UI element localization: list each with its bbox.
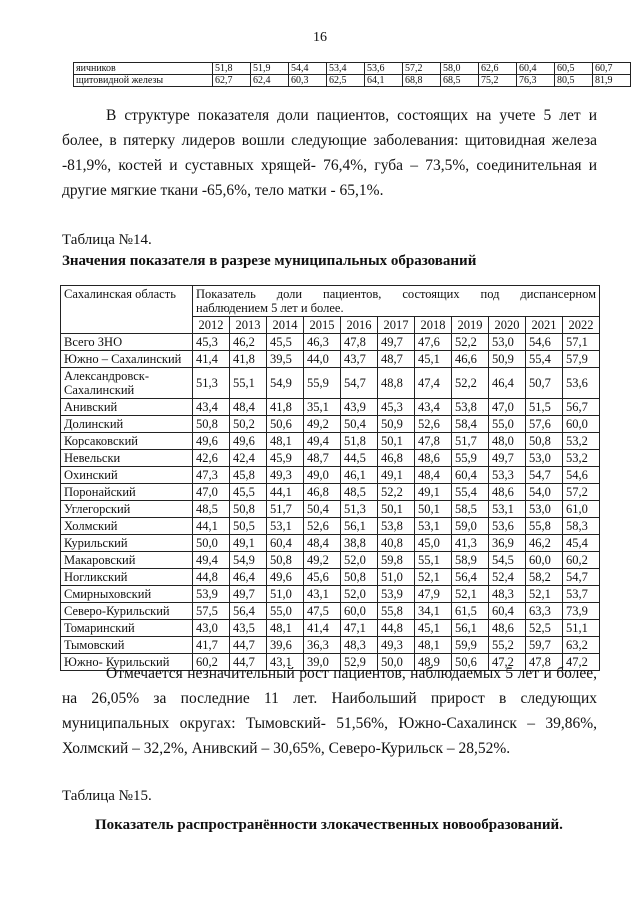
cell-value: 44,7 [230, 654, 267, 671]
cell-value: 49,1 [230, 535, 267, 552]
region-name: Тымовский [61, 637, 193, 654]
cell-value: 54,4 [289, 63, 327, 75]
cell-value: 45,9 [267, 450, 304, 467]
year-header: 2022 [563, 317, 600, 334]
cell-value: 51,1 [563, 620, 600, 637]
cell-value: 47,8 [415, 433, 452, 450]
cell-value: 54,0 [526, 484, 563, 501]
cell-value: 50,9 [489, 351, 526, 368]
cell-value: 53,1 [489, 501, 526, 518]
cell-value: 55,1 [230, 368, 267, 399]
region-name: Долинский [61, 416, 193, 433]
cell-value: 52,1 [415, 569, 452, 586]
cell-value: 39,6 [267, 637, 304, 654]
cell-value: 52,6 [415, 416, 452, 433]
year-header: 2018 [415, 317, 452, 334]
cell-value: 60,4 [452, 467, 489, 484]
cell-value: 40,8 [378, 535, 415, 552]
table-header-row [61, 286, 600, 317]
cell-value: 49,7 [378, 334, 415, 351]
cell-value: 49,6 [230, 433, 267, 450]
table-row [61, 368, 600, 399]
year-header: 2012 [193, 317, 230, 334]
region-name: Александровск-Сахалинский [61, 368, 193, 399]
cell-value: 53,6 [365, 63, 403, 75]
year-header: 2015 [304, 317, 341, 334]
cell-value: 60,3 [289, 75, 327, 87]
cell-value: 53,2 [563, 433, 600, 450]
cell-value: 46,4 [489, 368, 526, 399]
cell-value: 52,2 [378, 484, 415, 501]
year-header: 2014 [267, 317, 304, 334]
cell-value: 48,9 [415, 654, 452, 671]
cell-value: 36,3 [304, 637, 341, 654]
cell-value: 60,2 [193, 654, 230, 671]
cell-value: 50,8 [341, 569, 378, 586]
table-14-caption: Таблица №14. [62, 232, 152, 248]
cell-value: 47,4 [415, 368, 452, 399]
cell-value: 48,6 [489, 620, 526, 637]
cell-value: 55,4 [452, 484, 489, 501]
cell-value: 48,8 [378, 368, 415, 399]
cell-value: 64,1 [365, 75, 403, 87]
cell-value: 53,9 [378, 586, 415, 603]
cell-value: 50,6 [267, 416, 304, 433]
cell-value: 81,9 [593, 75, 631, 87]
cell-value: 62,4 [251, 75, 289, 87]
cell-value: 50,6 [452, 654, 489, 671]
cell-value: 53,3 [489, 467, 526, 484]
cell-value: 43,1 [267, 654, 304, 671]
cell-value: 47,8 [526, 654, 563, 671]
cell-value: 46,2 [230, 334, 267, 351]
cell-value: 45,3 [378, 399, 415, 416]
cell-value: 48,0 [489, 433, 526, 450]
cell-value: 60,5 [555, 63, 593, 75]
table-row [61, 518, 600, 535]
table-row [61, 399, 600, 416]
region-name: Северо-Курильский [61, 603, 193, 620]
cell-value: 51,8 [341, 433, 378, 450]
cell-value: 39,0 [304, 654, 341, 671]
cell-value: 51,9 [251, 63, 289, 75]
cell-value: 48,4 [304, 535, 341, 552]
cell-value: 57,9 [563, 351, 600, 368]
cell-value: 46,8 [378, 450, 415, 467]
table-row [61, 334, 600, 351]
cell-value: 57,1 [563, 334, 600, 351]
cell-value: 53,0 [526, 501, 563, 518]
cell-value: 54,6 [563, 467, 600, 484]
region-name: Курильский [61, 535, 193, 552]
cell-value: 60,4 [517, 63, 555, 75]
cell-value: 54,5 [489, 552, 526, 569]
cell-value: 63,3 [526, 603, 563, 620]
cell-value: 61,5 [452, 603, 489, 620]
cell-value: 50,0 [193, 535, 230, 552]
cell-value: 35,1 [304, 399, 341, 416]
table-row [74, 63, 631, 75]
cell-value: 45,5 [230, 484, 267, 501]
cell-value: 49,2 [304, 552, 341, 569]
cell-value: 63,2 [563, 637, 600, 654]
cell-value: 58,4 [452, 416, 489, 433]
year-header: 2021 [526, 317, 563, 334]
region-name: Томаринский [61, 620, 193, 637]
cell-value: 48,1 [415, 637, 452, 654]
cell-value: 49,6 [193, 433, 230, 450]
cell-value: 47,3 [193, 467, 230, 484]
cell-value: 58,0 [441, 63, 479, 75]
cell-value: 48,4 [415, 467, 452, 484]
cell-value: 58,9 [452, 552, 489, 569]
table-row [61, 450, 600, 467]
cell-value: 49,4 [193, 552, 230, 569]
cell-value: 44,8 [193, 569, 230, 586]
cell-value: 43,5 [230, 620, 267, 637]
cell-value: 48,6 [489, 484, 526, 501]
cell-value: 57,2 [403, 63, 441, 75]
cell-value: 53,2 [563, 450, 600, 467]
cell-value: 48,3 [341, 637, 378, 654]
cell-value: 52,0 [341, 552, 378, 569]
cell-value: 47,9 [415, 586, 452, 603]
cell-value: 53,6 [563, 368, 600, 399]
region-name: Макаровский [61, 552, 193, 569]
cell-value: 55,1 [415, 552, 452, 569]
cell-value: 56,1 [452, 620, 489, 637]
cell-value: 49,6 [267, 569, 304, 586]
cell-value: 45,4 [563, 535, 600, 552]
cell-value: 42,4 [230, 450, 267, 467]
cell-value: 52,4 [489, 569, 526, 586]
cell-value: 50,1 [378, 501, 415, 518]
cell-value: 51,3 [193, 368, 230, 399]
cell-value: 62,5 [327, 75, 365, 87]
cell-value: 51,7 [452, 433, 489, 450]
table-row [61, 535, 600, 552]
cell-value: 51,5 [526, 399, 563, 416]
region-name: Всего ЗНО [61, 334, 193, 351]
cell-value: 55,0 [267, 603, 304, 620]
cell-value: 47,0 [193, 484, 230, 501]
year-header: 2019 [452, 317, 489, 334]
cell-value: 50,7 [526, 368, 563, 399]
cell-value: 62,6 [479, 63, 517, 75]
cell-value: 49,2 [304, 416, 341, 433]
cell-value: 46,4 [230, 569, 267, 586]
cell-value: 58,2 [526, 569, 563, 586]
cell-value: 46,8 [304, 484, 341, 501]
cell-value: 50,2 [230, 416, 267, 433]
cell-value: 34,1 [415, 603, 452, 620]
cell-value: 53,1 [267, 518, 304, 535]
region-name: Углегорский [61, 501, 193, 518]
continued-table [73, 62, 631, 87]
table-row [61, 484, 600, 501]
cell-value: 49,7 [489, 450, 526, 467]
paragraph-structure [62, 103, 597, 203]
region-name: Поронайский [61, 484, 193, 501]
table-row [61, 569, 600, 586]
cell-value: 80,5 [555, 75, 593, 87]
cell-value: 46,6 [452, 351, 489, 368]
region-name: Анивский [61, 399, 193, 416]
cell-value: 56,4 [452, 569, 489, 586]
cell-value: 52,1 [452, 586, 489, 603]
cell-value: 53,8 [452, 399, 489, 416]
cell-value: 68,5 [441, 75, 479, 87]
cell-value: 75,2 [479, 75, 517, 87]
cell-value: 41,3 [452, 535, 489, 552]
table-row [74, 75, 631, 87]
cell-value: 48,1 [267, 433, 304, 450]
table-15-caption: Таблица №15. [62, 788, 152, 804]
cell-value: 58,5 [452, 501, 489, 518]
cell-value: 53,1 [415, 518, 452, 535]
table-row [61, 637, 600, 654]
region-name: Южно- Курильский [61, 654, 193, 671]
row-label: щитовидной железы [74, 75, 213, 87]
cell-value: 56,1 [341, 518, 378, 535]
cell-value: 49,4 [304, 433, 341, 450]
cell-value: 53,0 [526, 450, 563, 467]
cell-value: 48,6 [415, 450, 452, 467]
cell-value: 50,0 [378, 654, 415, 671]
cell-value: 50,1 [378, 433, 415, 450]
cell-value: 55,4 [526, 351, 563, 368]
cell-value: 56,7 [563, 399, 600, 416]
table-row [61, 501, 600, 518]
cell-value: 39,5 [267, 351, 304, 368]
cell-value: 43,0 [193, 620, 230, 637]
cell-value: 47,0 [489, 399, 526, 416]
cell-value: 59,9 [452, 637, 489, 654]
cell-value: 49,7 [230, 586, 267, 603]
cell-value: 38,8 [341, 535, 378, 552]
cell-value: 50,4 [304, 501, 341, 518]
cell-value: 55,9 [452, 450, 489, 467]
cell-value: 43,9 [341, 399, 378, 416]
table-row [61, 603, 600, 620]
cell-value: 50,8 [526, 433, 563, 450]
cell-value: 47,5 [304, 603, 341, 620]
cell-value: 48,5 [341, 484, 378, 501]
cell-value: 47,1 [341, 620, 378, 637]
cell-value: 51,0 [378, 569, 415, 586]
cell-value: 49,1 [378, 467, 415, 484]
table-row [61, 416, 600, 433]
page-number: 16 [313, 30, 327, 45]
cell-value: 41,7 [193, 637, 230, 654]
region-name: Охинский [61, 467, 193, 484]
year-header: 2016 [341, 317, 378, 334]
region-name: Смирныховский [61, 586, 193, 603]
row-label: яичников [74, 63, 213, 75]
header-region: Сахалинская область [61, 286, 193, 334]
cell-value: 36,9 [489, 535, 526, 552]
paragraph-structure-text: В структуре показателя доли пациентов, состоящих на учете 5 лет и более, в пятерку лидеров вошли следующие заболевания: щитовидная железа -81,9%, костей и суставных хрящей- 76,4%, губа – 73,5%, соединительная и другие мягкие ткани -65,6%, тело матки - 65,1%. [62, 107, 597, 199]
region-name: Южно – Сахалинский [61, 351, 193, 368]
cell-value: 48,1 [267, 620, 304, 637]
cell-value: 50,8 [230, 501, 267, 518]
cell-value: 60,0 [341, 603, 378, 620]
cell-value: 45,1 [415, 620, 452, 637]
cell-value: 44,0 [304, 351, 341, 368]
cell-value: 52,9 [341, 654, 378, 671]
cell-value: 60,0 [563, 416, 600, 433]
cell-value: 59,8 [378, 552, 415, 569]
cell-value: 41,4 [304, 620, 341, 637]
paragraph-growth-text: Отмечается незначительный рост пациентов, наблюдаемых 5 лет и более, на 26,05% за последние 11 лет. Наибольший прирост в следующих муниципальных округах: Тымовский- 51,56%, Южно-Сахалинск – 39,86%, Холмский – 32,2%, Анивский – 30,65%, Северо-Курильск – 28,52%. [62, 665, 597, 757]
cell-value: 61,0 [563, 501, 600, 518]
table-row [61, 351, 600, 368]
cell-value: 44,8 [378, 620, 415, 637]
cell-value: 58,3 [563, 518, 600, 535]
region-name: Ногликский [61, 569, 193, 586]
cell-value: 59,0 [452, 518, 489, 535]
cell-value: 57,6 [526, 416, 563, 433]
cell-value: 49,3 [267, 467, 304, 484]
cell-value: 47,6 [415, 334, 452, 351]
cell-value: 41,4 [193, 351, 230, 368]
table-row [61, 552, 600, 569]
table-14 [60, 285, 600, 671]
cell-value: 41,8 [267, 399, 304, 416]
cell-value: 45,6 [304, 569, 341, 586]
table-row [61, 620, 600, 637]
cell-value: 51,3 [341, 501, 378, 518]
cell-value: 55,0 [489, 416, 526, 433]
cell-value: 48,3 [489, 586, 526, 603]
cell-value: 54,7 [341, 368, 378, 399]
cell-value: 45,0 [415, 535, 452, 552]
cell-value: 60,4 [489, 603, 526, 620]
table-row [61, 586, 600, 603]
cell-value: 46,1 [341, 467, 378, 484]
cell-value: 49,3 [378, 637, 415, 654]
cell-value: 60,2 [563, 552, 600, 569]
cell-value: 57,5 [193, 603, 230, 620]
cell-value: 50,8 [193, 416, 230, 433]
header-caption-line2: наблюдением 5 лет и более. [196, 301, 344, 315]
cell-value: 54,6 [526, 334, 563, 351]
cell-value: 53,0 [489, 334, 526, 351]
year-header: 2020 [489, 317, 526, 334]
cell-value: 55,8 [526, 518, 563, 535]
cell-value: 54,9 [267, 368, 304, 399]
table-15-title: Показатель распространённости злокачественных новообразований. [95, 817, 563, 833]
cell-value: 50,4 [341, 416, 378, 433]
paragraph-growth [62, 661, 597, 761]
cell-value: 76,3 [517, 75, 555, 87]
cell-value: 52,2 [452, 368, 489, 399]
cell-value: 60,0 [526, 552, 563, 569]
cell-value: 52,0 [341, 586, 378, 603]
cell-value: 52,1 [526, 586, 563, 603]
cell-value: 52,5 [526, 620, 563, 637]
cell-value: 45,5 [267, 334, 304, 351]
cell-value: 48,7 [378, 351, 415, 368]
cell-value: 43,4 [193, 399, 230, 416]
cell-value: 48,7 [304, 450, 341, 467]
header-caption [193, 286, 600, 317]
cell-value: 47,8 [341, 334, 378, 351]
cell-value: 53,8 [378, 518, 415, 535]
cell-value: 44,1 [267, 484, 304, 501]
cell-value: 48,4 [230, 399, 267, 416]
cell-value: 43,1 [304, 586, 341, 603]
cell-value: 54,7 [526, 467, 563, 484]
cell-value: 45,3 [193, 334, 230, 351]
cell-value: 53,4 [327, 63, 365, 75]
cell-value: 52,6 [304, 518, 341, 535]
cell-value: 57,2 [563, 484, 600, 501]
cell-value: 44,5 [341, 450, 378, 467]
cell-value: 53,6 [489, 518, 526, 535]
region-name: Холмский [61, 518, 193, 535]
cell-value: 46,2 [526, 535, 563, 552]
table-14-title: Значения показателя в разрезе муниципальных образований [62, 253, 477, 269]
table-row [61, 467, 600, 484]
cell-value: 45,1 [415, 351, 452, 368]
cell-value: 54,7 [563, 569, 600, 586]
cell-value: 47,2 [563, 654, 600, 671]
cell-value: 54,9 [230, 552, 267, 569]
cell-value: 53,7 [563, 586, 600, 603]
year-header: 2013 [230, 317, 267, 334]
region-name: Невельски [61, 450, 193, 467]
cell-value: 48,5 [193, 501, 230, 518]
cell-value: 50,1 [415, 501, 452, 518]
cell-value: 73,9 [563, 603, 600, 620]
cell-value: 41,8 [230, 351, 267, 368]
cell-value: 51,0 [267, 586, 304, 603]
cell-value: 55,2 [489, 637, 526, 654]
cell-value: 49,0 [304, 467, 341, 484]
cell-value: 43,4 [415, 399, 452, 416]
cell-value: 46,3 [304, 334, 341, 351]
cell-value: 44,1 [193, 518, 230, 535]
cell-value: 51,7 [267, 501, 304, 518]
cell-value: 55,8 [378, 603, 415, 620]
cell-value: 55,9 [304, 368, 341, 399]
cell-value: 68,8 [403, 75, 441, 87]
cell-value: 53,9 [193, 586, 230, 603]
cell-value: 60,7 [593, 63, 631, 75]
cell-value: 50,5 [230, 518, 267, 535]
cell-value: 52,2 [452, 334, 489, 351]
cell-value: 49,1 [415, 484, 452, 501]
cell-value: 45,8 [230, 467, 267, 484]
header-caption-line1: Показатель доли пациентов, состоящих под диспансерном [196, 287, 596, 301]
year-header: 2017 [378, 317, 415, 334]
cell-value: 60,4 [267, 535, 304, 552]
region-name: Корсаковский [61, 433, 193, 450]
cell-value: 56,4 [230, 603, 267, 620]
table-row [61, 433, 600, 450]
cell-value: 50,8 [267, 552, 304, 569]
cell-value: 59,7 [526, 637, 563, 654]
cell-value: 42,6 [193, 450, 230, 467]
cell-value: 43,7 [341, 351, 378, 368]
cell-value: 44,7 [230, 637, 267, 654]
cell-value: 47,2 [489, 654, 526, 671]
cell-value: 50,9 [378, 416, 415, 433]
cell-value: 51,8 [213, 63, 251, 75]
cell-value: 62,7 [213, 75, 251, 87]
